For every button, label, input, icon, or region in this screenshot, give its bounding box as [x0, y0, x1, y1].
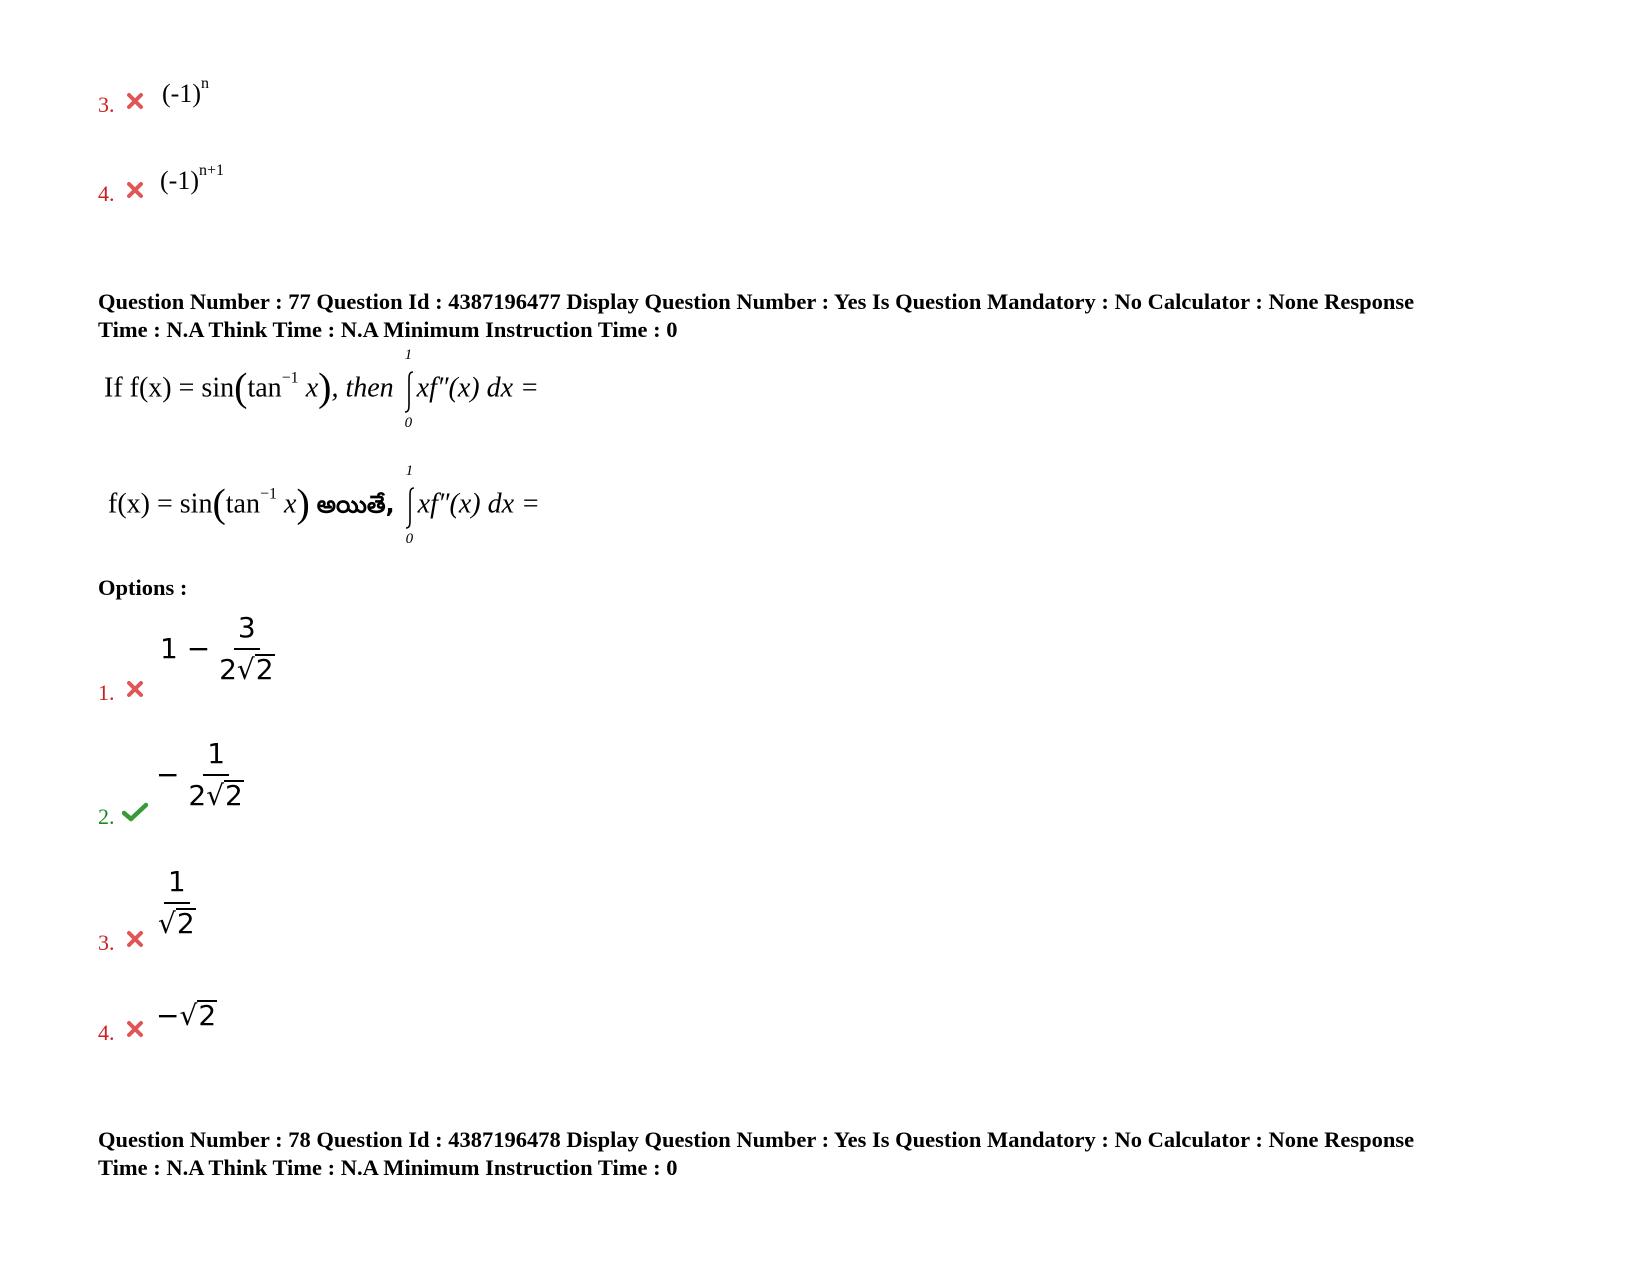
cross-icon — [126, 181, 144, 199]
meta-line-1: Question Number : 78 Question Id : 4387196478 Display Question Number : Yes Is Question Mandatory : No Calculator : None Response — [98, 1127, 1415, 1152]
option-number: 2. — [98, 804, 115, 829]
option-number: 1. — [98, 680, 115, 705]
meta-line-1: Question Number : 77 Question Id : 4387196477 Display Question Number : Yes Is Question Mandatory : No Calculator : None Response — [98, 289, 1415, 314]
question-77-english: If $f(x) = \sin(\tan^{-1}$ x), then 1 0 xf″(x) dx = — [104, 347, 539, 431]
question-77-telugu: $f(x) = \sin(\tan^{-1}$ x) అయితే, 1 0 xf″(x) dx = — [108, 463, 540, 547]
option-expression: $(-1)^n$ — [162, 75, 209, 108]
option-expression: 1 − 3 2 √ 2 — [160, 611, 274, 686]
cross-icon — [126, 92, 144, 110]
cross-icon — [126, 1020, 144, 1038]
option-expression: $(-1)^{n+1}$ — [160, 162, 225, 195]
meta-line-2: Time : N.A Think Time : N.A Minimum Instruction Time : 0 — [98, 1155, 678, 1180]
if-word: If — [104, 372, 123, 404]
cross-icon — [126, 930, 144, 948]
telugu-ayithe: అయితే, — [316, 490, 395, 519]
option-expression: − √ 2 — [156, 999, 217, 1032]
integrand: xf″(x) dx = — [416, 372, 539, 404]
function-definition: f(x) = sin — [129, 372, 235, 404]
option-expression: 1 √ 2 — [158, 865, 195, 940]
options-label: Options : — [98, 575, 188, 600]
function-definition: f(x) = sin — [108, 488, 213, 520]
option-expression: − 1 2 √ 2 — [156, 737, 243, 812]
check-icon — [122, 802, 148, 822]
option-number: 4. — [98, 1020, 115, 1045]
integral-sign: 1 0 — [404, 347, 413, 431]
cross-icon — [126, 680, 144, 698]
question-77-meta — [98, 288, 1578, 344]
option-number: 3. — [98, 92, 115, 117]
option-number: 4. — [98, 181, 115, 206]
question-78-meta — [98, 1126, 1578, 1182]
integrand: xf″(x) dx = — [417, 488, 540, 520]
integral-sign: 1 0 — [405, 463, 414, 547]
meta-line-2: Time : N.A Think Time : N.A Minimum Instruction Time : 0 — [98, 317, 678, 342]
then-word: , then — [331, 372, 394, 404]
option-number: 3. — [98, 930, 115, 955]
